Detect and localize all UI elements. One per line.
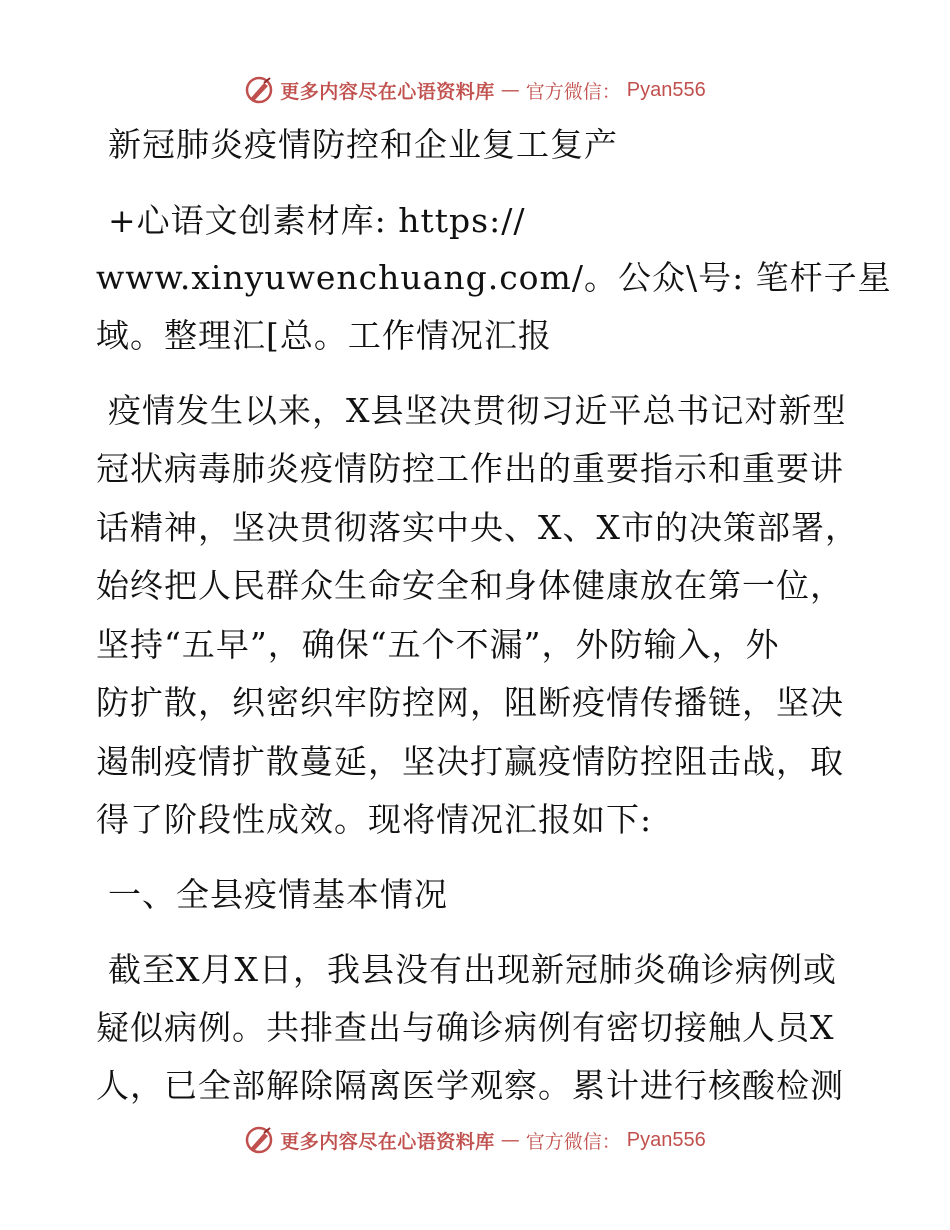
text-line: 冠状病毒肺炎疫情防控工作出的重要指示和重要讲	[96, 449, 844, 488]
quill-logo-icon	[244, 1125, 274, 1155]
text-line: 遏制疫情扩散蔓延，坚决打赢疫情防控阻击战，取	[96, 742, 844, 781]
text-line: 域。整理汇[总。工作情况汇报	[96, 316, 552, 355]
section-heading: 一、全县疫情基本情况	[108, 875, 448, 914]
footer-banner	[0, 1120, 950, 1160]
banner-wechat-id: Pyan556	[626, 78, 706, 101]
text-line: 话精神，坚决贯彻落实中央、X、X市的决策部署，	[96, 508, 859, 547]
text-line: 截至X月X日，我县没有出现新冠肺炎确诊病例或	[108, 950, 837, 989]
document-title: 新冠肺炎疫情防控和企业复工复产	[108, 125, 618, 164]
text-line: www.xinyuwenchuang.com/。公众\号: 笔杆子星	[96, 258, 892, 297]
text-line: +心语文创素材库: https://	[108, 201, 526, 240]
banner-wechat-id: Pyan556	[626, 1128, 706, 1151]
text-line: 坚持“五早”，确保“五个不漏”，外防输入，外	[96, 625, 780, 664]
text-line: 防扩散，织密织牢防控网，阻断疫情传播链，坚决	[96, 683, 844, 722]
text-line: 人，已全部解除隔离医学观察。累计进行核酸检测	[96, 1066, 844, 1105]
banner-text: 更多内容尽在心语资料库	[280, 1130, 495, 1153]
text-line: 得了阶段性成效。现将情况汇报如下:	[96, 800, 653, 839]
text-line: 疑似病例。共排查出与确诊病例有密切接触人员X	[96, 1008, 835, 1047]
banner-wechat-label: 官方微信：	[525, 80, 621, 103]
banner-separator: —	[500, 1129, 520, 1151]
text-line: 始终把人民群众生命安全和身体健康放在第一位，	[96, 566, 844, 605]
banner-text: 更多内容尽在心语资料库	[280, 80, 495, 103]
header-banner	[0, 70, 950, 110]
quill-logo-icon	[244, 75, 274, 105]
banner-separator: —	[500, 79, 520, 101]
banner-wechat-label: 官方微信：	[525, 1130, 621, 1153]
text-line: 疫情发生以来，X县坚决贯彻习近平总书记对新型	[108, 391, 847, 430]
